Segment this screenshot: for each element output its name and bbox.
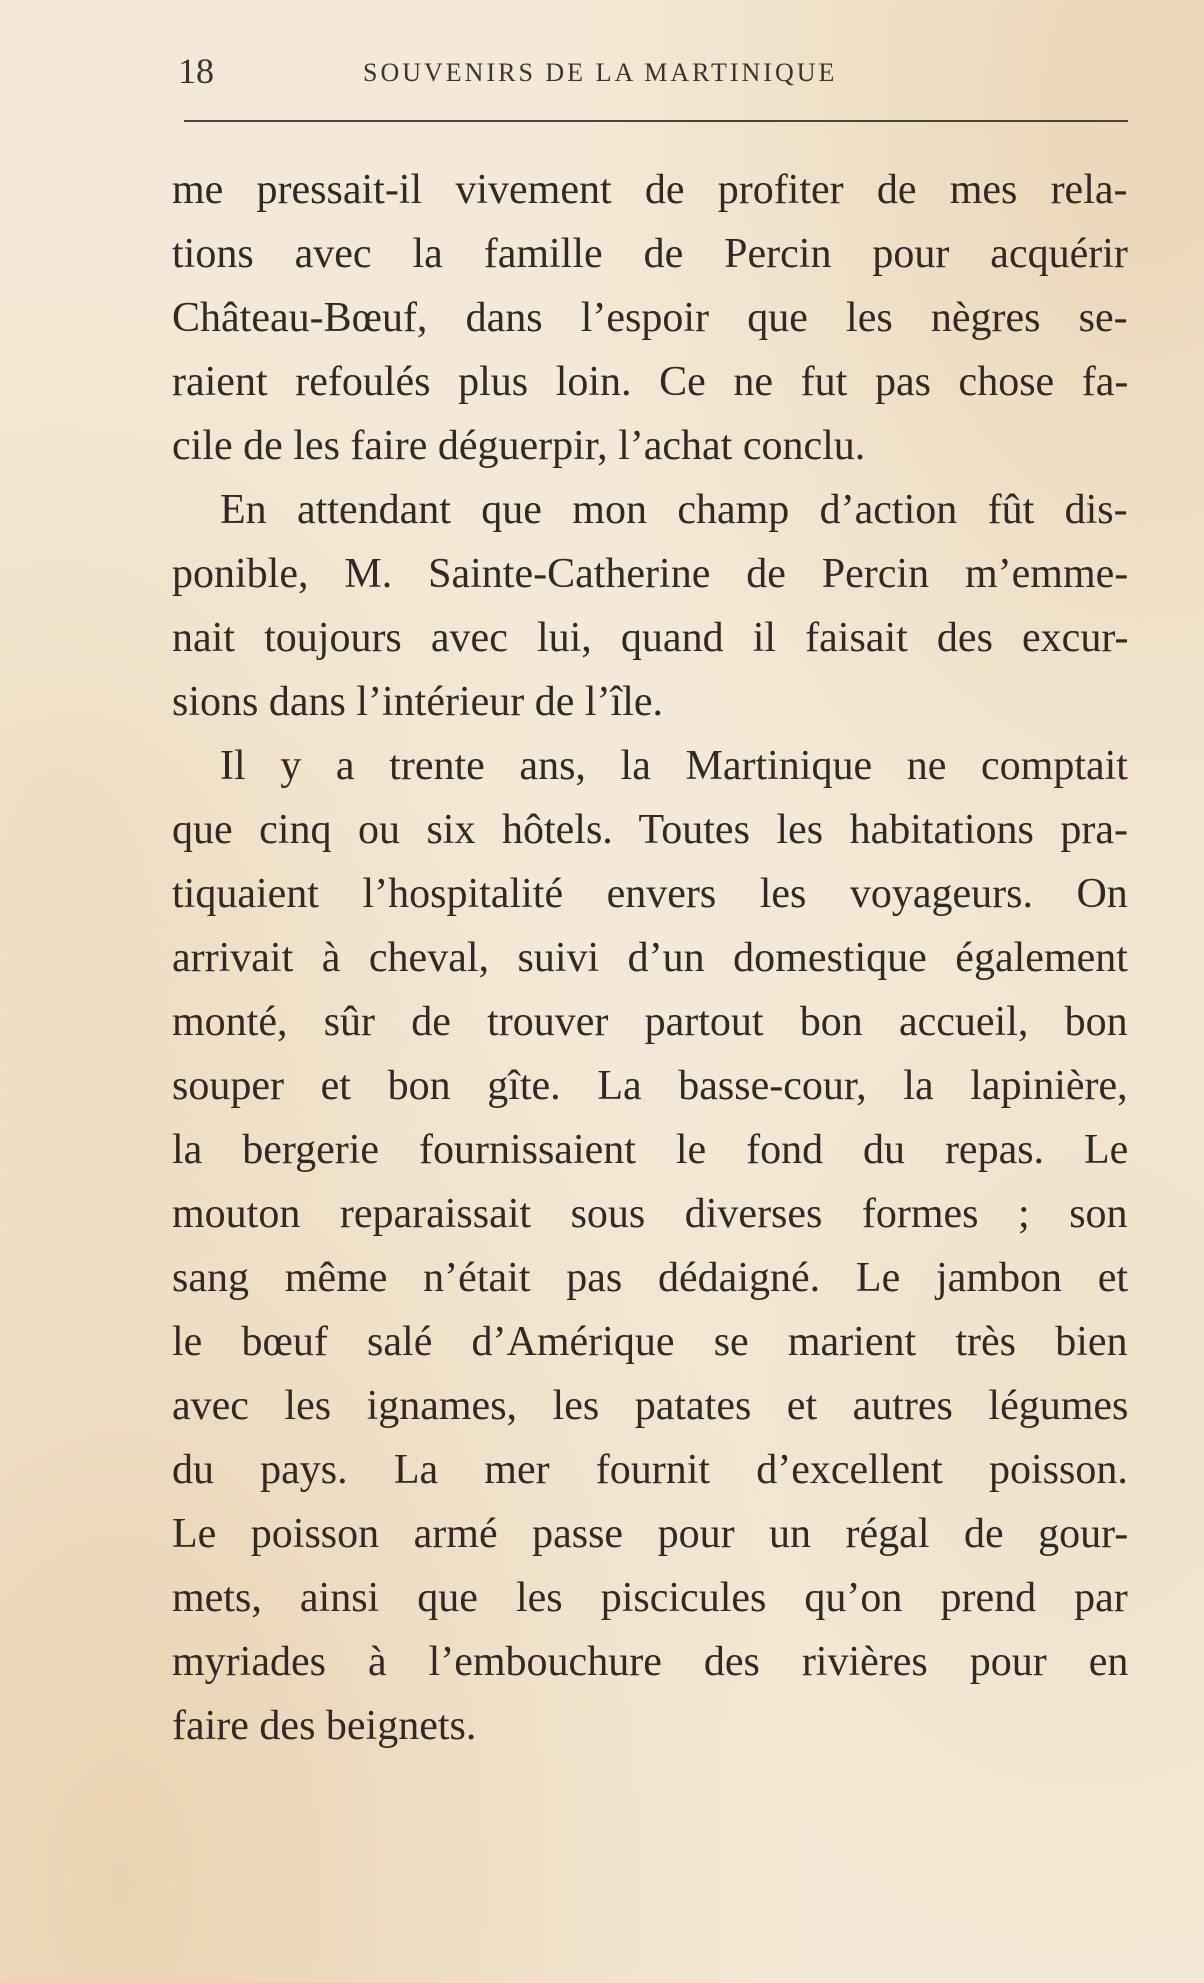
header-rule: [184, 120, 1128, 122]
text-line: souper et bon gîte. La basse-cour, la lapinière,: [172, 1063, 1128, 1109]
text-line: myriades à l’embouchure des rivières pour en: [172, 1639, 1129, 1685]
text-line: cile de les faire déguerpir, l’achat conclu.: [172, 423, 866, 469]
text-line: le bœuf salé d’Amérique se marient très bien: [172, 1319, 1128, 1365]
text-line: avec les ignames, les patates et autres légumes: [172, 1383, 1129, 1429]
text-line: que cinq ou six hôtels. Toutes les habitations pra-: [172, 807, 1128, 853]
text-line: Le poisson armé passe pour un régal de gour-: [172, 1511, 1129, 1557]
text-line: mets, ainsi que les piscicules qu’on prend par: [172, 1575, 1128, 1621]
text-line: tiquaient l’hospitalité envers les voyageurs. On: [172, 871, 1128, 917]
page-header: [178, 50, 1128, 100]
text-line: sang même n’était pas dédaigné. Le jambon et: [172, 1255, 1129, 1301]
text-line: tions avec la famille de Percin pour acquérir: [172, 231, 1128, 277]
text-line: arrivait à cheval, suivi d’un domestique également: [172, 935, 1128, 981]
text-line: nait toujours avec lui, quand il faisait des excur-: [172, 615, 1129, 661]
text-line: Il y a trente ans, la Martinique ne comptait: [220, 743, 1128, 789]
text-line: Château-Bœuf, dans l’espoir que les nègres se-: [172, 295, 1128, 341]
text-line: du pays. La mer fournit d’excellent poisson.: [172, 1447, 1128, 1493]
page-number: 18: [178, 51, 214, 91]
text-line: raient refoulés plus loin. Ce ne fut pas chose fa-: [172, 359, 1129, 405]
text-line: sions dans l’intérieur de l’île.: [172, 679, 664, 725]
text-line: En attendant que mon champ d’action fût dis-: [220, 487, 1128, 533]
text-line: ponible, M. Sainte-Catherine de Percin m’emme-: [172, 551, 1129, 597]
running-title: SOUVENIRS DE LA MARTINIQUE: [363, 58, 838, 87]
text-line: me pressait-il vivement de profiter de mes rela-: [172, 167, 1128, 213]
text-line: mouton reparaissait sous diverses formes ; son: [172, 1191, 1128, 1237]
text-line: faire des beignets.: [172, 1703, 477, 1749]
text-line: monté, sûr de trouver partout bon accueil, bon: [172, 999, 1128, 1045]
text-line: la bergerie fournissaient le fond du repas. Le: [172, 1127, 1129, 1173]
